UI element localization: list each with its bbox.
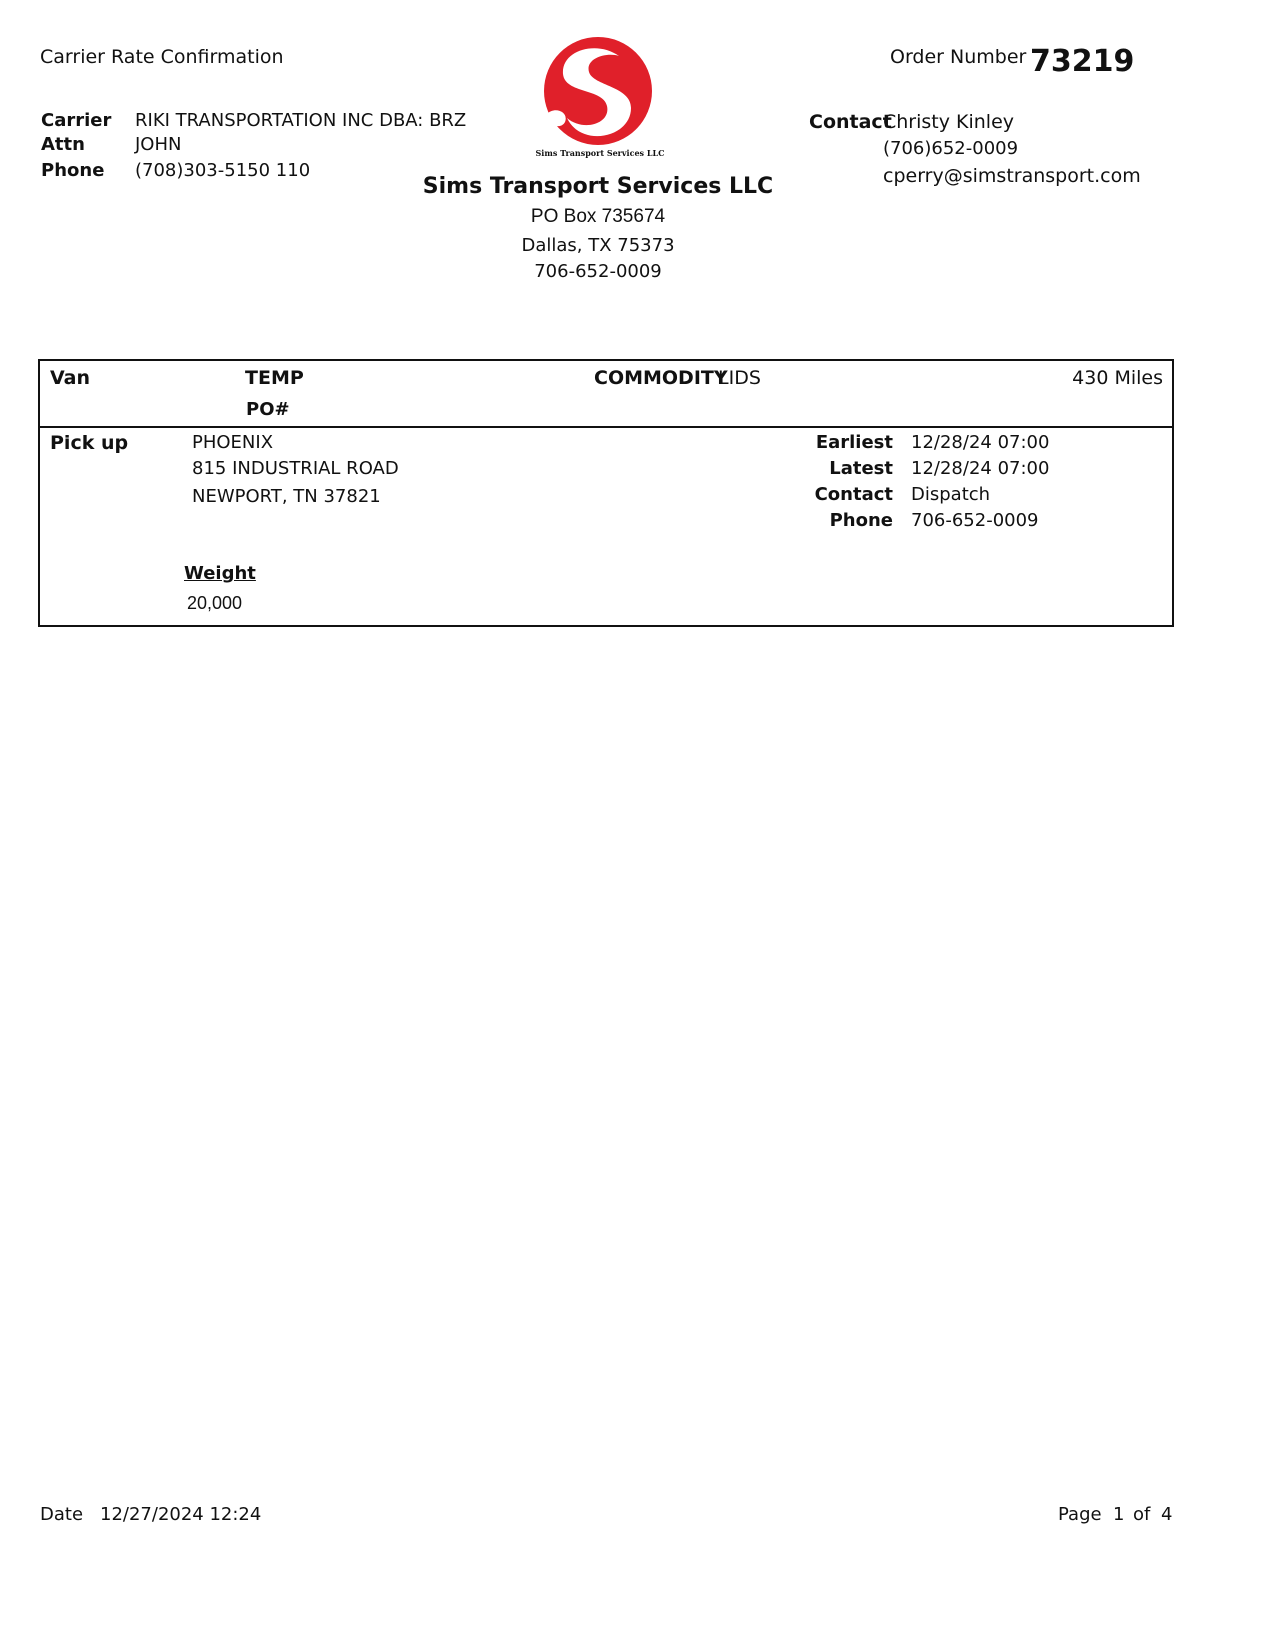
page-of-label: of: [1133, 1504, 1151, 1525]
weight-value: 20,000: [187, 593, 243, 613]
company-phone: 706-652-0009: [534, 261, 662, 282]
date-label: Date: [40, 1504, 84, 1525]
order-number: 73219: [1030, 44, 1135, 79]
pickup-street: 815 INDUSTRIAL ROAD: [192, 458, 399, 479]
company-logo: [527, 36, 673, 162]
pickup-phone-label: Phone: [829, 510, 893, 531]
pickup-name: PHOENIX: [192, 432, 274, 453]
company-name: Sims Transport Services LLC: [422, 174, 774, 199]
commodity-value: LIDS: [718, 367, 761, 389]
logo-caption: Sims Transport Services LLC: [535, 148, 665, 158]
carrier-value: RIKI TRANSPORTATION INC DBA: BRZ: [135, 110, 467, 131]
attn-value: JOHN: [135, 134, 182, 155]
miles: 430 Miles: [1072, 367, 1163, 389]
pickup-contact-label: Contact: [814, 484, 893, 505]
earliest-label: Earliest: [815, 432, 893, 453]
latest-value: 12/28/24 07:00: [911, 458, 1050, 479]
pickup-city: NEWPORT, TN 37821: [192, 486, 381, 507]
pickup-label: Pick up: [50, 432, 129, 454]
po-label: PO#: [246, 399, 290, 420]
contact-label: Contact: [809, 111, 892, 133]
earliest-value: 12/28/24 07:00: [911, 432, 1050, 453]
order-number-label: Order Number: [890, 46, 1027, 68]
sims-s-logo-icon: [527, 36, 673, 162]
equipment-type: Van: [50, 367, 91, 389]
pickup-phone-value: 706-652-0009: [911, 510, 1039, 531]
document-title: Carrier Rate Confirmation: [40, 46, 284, 68]
carrier-phone-value: (708)303-5150 110: [135, 160, 311, 181]
contact-phone: (706)652-0009: [883, 138, 1019, 159]
carrier-phone-label: Phone: [41, 160, 105, 181]
pickup-contact-value: Dispatch: [911, 484, 991, 505]
attn-label: Attn: [41, 134, 85, 155]
temp-label: TEMP: [245, 367, 304, 389]
page-total: 4: [1161, 1504, 1173, 1525]
contact-name: Christy Kinley: [883, 111, 1015, 133]
commodity-label: COMMODITY: [594, 367, 728, 389]
company-address2: Dallas, TX 75373: [521, 235, 675, 256]
page-label: Page: [1058, 1504, 1102, 1525]
latest-label: Latest: [829, 458, 893, 479]
company-address1: PO Box 735674: [530, 206, 666, 227]
page-number: 1: [1113, 1504, 1125, 1525]
weight-label: Weight: [184, 563, 256, 584]
carrier-label: Carrier: [41, 110, 112, 131]
contact-email: cperry@simstransport.com: [883, 165, 1141, 187]
load-divider: [38, 426, 1174, 428]
date-value: 12/27/2024 12:24: [100, 1504, 262, 1525]
